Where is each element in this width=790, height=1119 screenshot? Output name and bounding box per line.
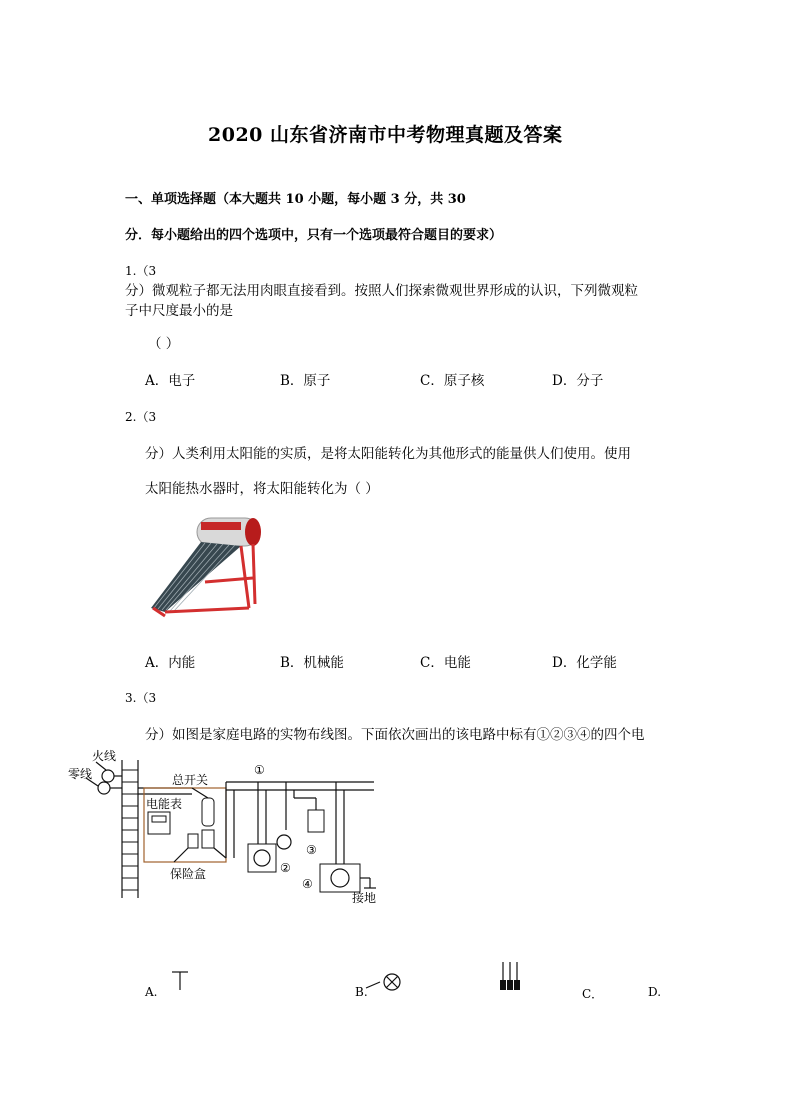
q1-option-a: A．电子 [145,373,196,389]
label-ground: 接地 [352,891,377,905]
label-main-switch: 总开关 [172,773,209,787]
lamp-symbol-icon [364,970,404,994]
label-meter: 电能表 [146,797,183,811]
section-header-line2: 分．每小题给出的四个选项中，只有一个选项最符合题目的要求） [125,228,503,243]
q2-option-c: C．电能 [420,655,471,671]
solar-water-heater-image [145,512,265,622]
q1-option-b: B．原子 [280,373,331,389]
q3-number: 3.（3 [125,691,157,705]
label-fire-wire: 火线 [92,749,117,763]
q1-text-line2: 子中尺度最小的是 [125,303,233,319]
label-circle-3: ③ [306,843,317,857]
section-header-line1: 一、单项选择题（本大题共 10 小题，每小题 3 分，共 30 [125,192,466,207]
q1-option-c: C．原子核 [420,373,485,389]
page-title: 2020 山东省济南市中考物理真题及答案 [208,124,563,146]
q1-text-line1: 分）微观粒子都无法用肉眼直接看到。按照人们探索微观世界形成的认识，下列微观粒 [125,283,638,299]
q3-option-c: C． [582,987,604,1001]
label-circle-1: ① [254,763,265,777]
household-circuit-diagram [62,748,392,908]
label-zero-wire: 零线 [68,767,93,781]
switch-symbol-icon [170,968,190,992]
q3-text-line1: 分）如图是家庭电路的实物布线图。下面依次画出的该电路中标有①②③④的四个电 [145,727,645,743]
q2-text-line2: 太阳能热水器时，将太阳能转化为（ ） [145,481,379,497]
q1-number: 1.（3 [125,264,157,278]
q2-option-d: D．化学能 [552,655,617,671]
label-fuse-box: 保险盒 [170,867,207,881]
label-circle-4: ④ [302,877,313,891]
q3-option-a: A. [145,985,158,999]
q3-option-d: D. [648,985,662,999]
q2-option-a: A．内能 [145,655,196,671]
label-circle-2: ② [280,861,291,875]
q1-answer-bracket: （ ） [148,336,180,352]
q3-option-b: B. [355,985,368,999]
q2-number: 2.（3 [125,410,157,424]
q1-option-d: D．分子 [552,373,604,389]
q2-text-line1: 分）人类利用太阳能的实质，是将太阳能转化为其他形式的能量供人们使用。使用 [145,446,631,462]
plug-pins-icon [498,962,522,994]
q2-option-b: B．机械能 [280,655,344,671]
